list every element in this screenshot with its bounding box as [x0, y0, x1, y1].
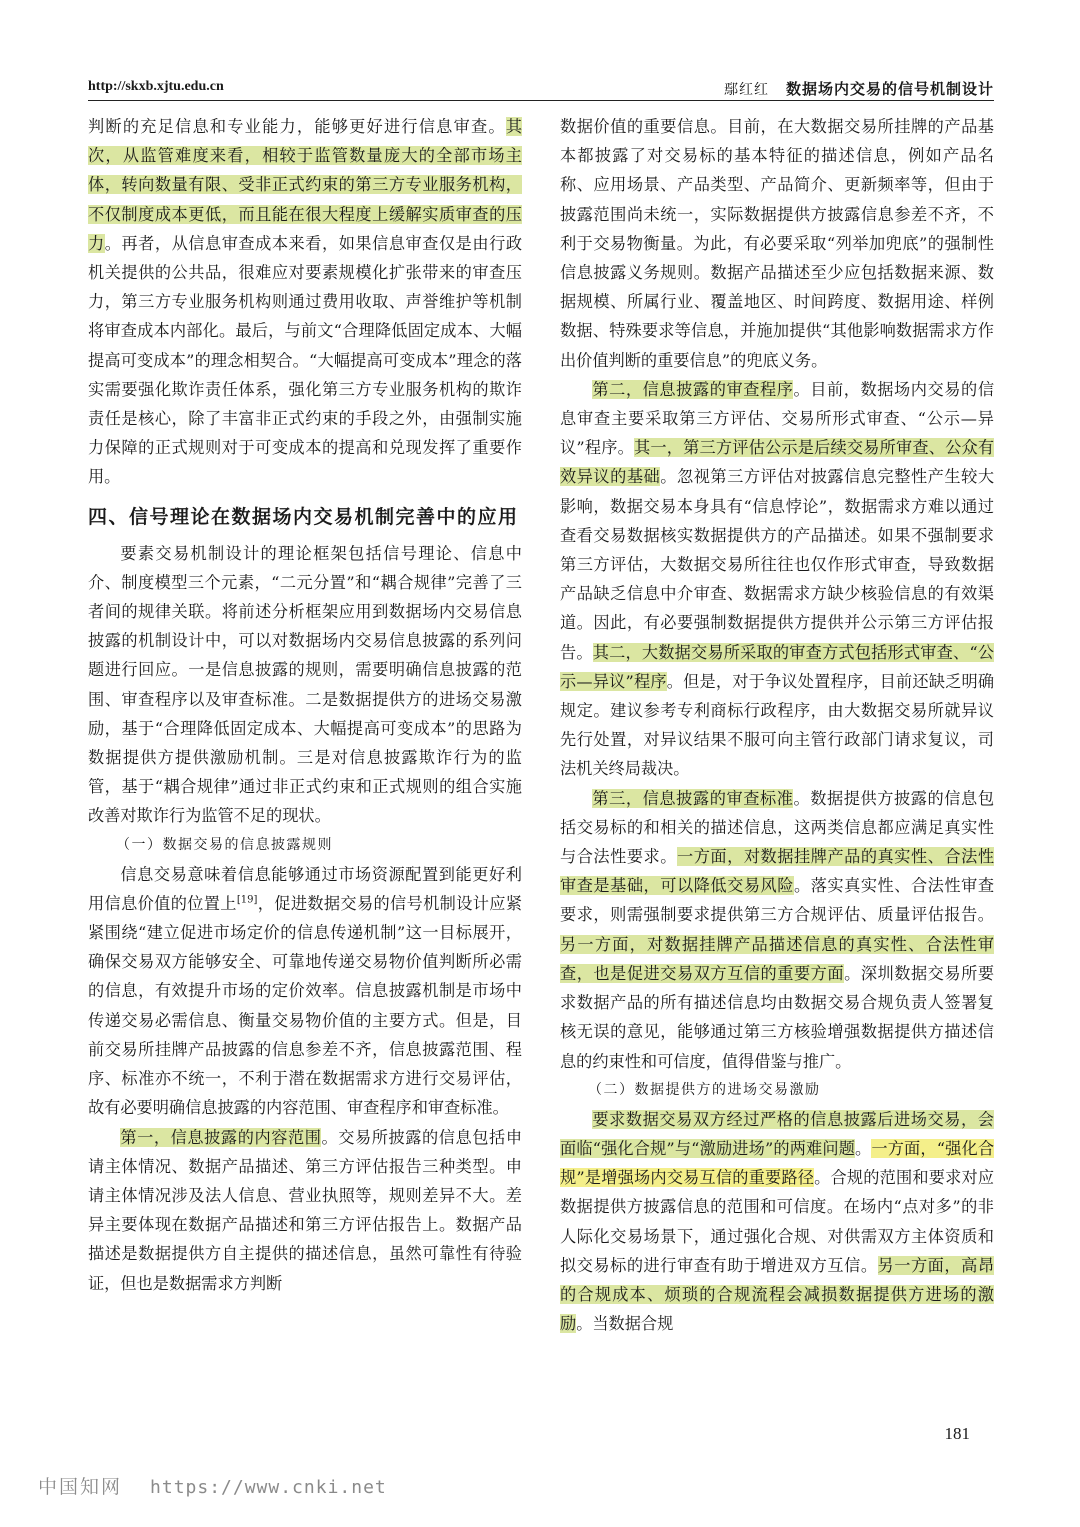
highlighted-text: 一方面，“强化合规”是增强场内交易互信的重要路径	[560, 1138, 995, 1188]
subsection-heading: （一）数据交易的信息披露规则	[116, 836, 333, 853]
highlighted-text: 第一，信息披露的内容范围	[120, 1127, 322, 1147]
text-run: 。数据提供方披露的信息包括交易标的和相关的描述信息，这两类信息都应满足真实性与合法性要求。	[560, 788, 995, 867]
subsection-heading: （二）数据提供方的进场交易激励	[588, 1081, 821, 1098]
right-paragraph-4	[560, 1105, 994, 1339]
running-header	[88, 78, 994, 101]
text-run: 。合规的范围和要求对应数据提供方披露信息的范围和可信度。在场内“点对多”的非人际化交易场景下，通过强化合规、对供需双方主体资质和拟交易标的进行审查有助于增进双方互信。	[560, 1168, 995, 1275]
text-run: 。忽视第三方评估对披露信息完整性产生较大影响，数据交易本身具有“信息悖论”，数据需求方难以通过查看交易数据核实数据提供方的产品描述。如果不强制要求第三方评估，大数据交易所往往也仅作形式审查，导致数据产品缺乏信息中介审查、数据需求方缺少核验信息的有效渠道。因此，有必要强制数据提供方提供并公示第三方评估报告。	[560, 467, 995, 662]
section-heading: 四、信号理论在数据场内交易机制完善中的应用	[88, 505, 519, 528]
text-run: 。	[855, 1138, 872, 1158]
highlighted-text: 一方面，对数据挂牌产品的真实性、合法性审查是基础，可以降低交易风险	[560, 847, 995, 896]
right-paragraph-2	[560, 375, 994, 784]
text-run: 。落实真实性、合法性审查要求，则需强制要求提供第三方合规评估、质量评估报告。	[560, 876, 995, 925]
left-paragraph-2: 要素交易机制设计的理论框架包括信号理论、信息中介、制度模型三个元素，“二元分置”和“耦合规律”完善了三者间的规律关联。将前述分析框架应用到数据场内交易信息披露的机制设计中，可以对数据场内交易信息披露的系列问题进行回应。一是信息披露的规则，需要明确信息披露的范围、审查程序以及审查标准。二是数据提供方的进场交易激励，基于“合理降低固定成本、大幅提高可变成本”的思路为数据提供方提供激励机制。三是对信息披露欺诈行为的监管，基于“耦合规律”通过非正式约束和正式规则的组合实施改善对欺诈行为监管不足的现状。	[88, 543, 522, 826]
highlighted-text: 第二，信息披露的审查程序	[592, 379, 794, 399]
header-title: 数据场内交易的信号机制设计	[785, 80, 994, 98]
left-paragraph-3	[88, 860, 522, 1123]
left-paragraph-4	[88, 1123, 522, 1298]
cnki-watermark	[38, 1472, 387, 1499]
page-number: 181	[944, 1424, 970, 1443]
left-column	[88, 112, 522, 1298]
text-run: 判断的充足信息和专业能力，能够更好进行信息审查。	[88, 117, 506, 136]
highlighted-text: 第三，信息披露的审查标准	[592, 788, 794, 808]
left-paragraph-1	[88, 112, 522, 492]
highlighted-text: 其次，从监管难度来看，相较于监管数量庞大的全部市场主体，转向数量有限、受非正式约束的第三方专业服务机构，不仅制度成本更低，而且能在很大程度上缓解实质审查的压力	[88, 117, 522, 253]
watermark-url: https://www.cnki.net	[150, 1477, 387, 1498]
text-run: ，促进数据交易的信号机制设计应紧紧围绕“建立促进市场定价的信息传递机制”这一目标展开，确保交易双方能够安全、可靠地传递交易物价值判断所必需的信息，有效提升市场的定价效率。信息披露机制是市场中传递交易必需信息、衡量交易物价值的主要方式。但是，目前交易所挂牌产品披露的信息参差不齐，信息披露范围、程序、标准亦不统一，不利于潜在数据需求方进行交易评估，故有必要明确信息披露的内容范围、审查程序和审查标准。	[88, 893, 523, 1118]
highlighted-text: 另一方面，对数据挂牌产品描述信息的真实性、合法性审查，也是促进交易双方互信的重要方面	[560, 934, 994, 983]
journal-url[interactable]: http://skxb.xjtu.edu.cn	[88, 79, 224, 94]
text-run: 。但是，对于争议处置程序，目前还缺乏明确规定。建议参考专利商标行政程序，由大数据交易所就异议先行处置，对异议结果不服可向主管行政部门请求复议，司法机关终局裁决。	[560, 671, 995, 779]
text-run: 。当数据合规	[576, 1314, 674, 1334]
text-run: 信息交易意味着信息能够通过市场资源配置到能更好利用信息价值的位置上	[88, 864, 522, 913]
highlighted-text: 其二，大数据交易所采取的审查方式包括形式审查、“公示—异议”程序	[560, 642, 994, 691]
citation-ref[interactable]: [19]	[236, 894, 258, 906]
text-run: 。交易所披露的信息包括申请主体情况、数据产品描述、第三方评估报告三种类型。申请主体情况涉及法人信息、营业执照等，规则差异不大。差异主要体现在数据产品描述和第三方评估报告上。数据产品描述是数据提供方自主提供的描述信息，虽然可靠性有待验证，但也是数据需求方判断	[88, 1127, 523, 1293]
watermark-brand: 中国知网	[38, 1476, 123, 1498]
text-run: 。目前，数据场内交易的信息审查主要采取第三方评估、交易所形式审查、“公示—异议”程序。	[560, 379, 995, 458]
text-run: 。再者，从信息审查成本来看，如果信息审查仅是由行政机关提供的公共品，很难应对要素规模化扩张带来的审查压力，第三方专业服务机构则通过费用收取、声誉维护等机制将审查成本内部化。最后，与前文“合理降低固定成本、大幅提高可变成本”的理念相契合。“大幅提高可变成本”理念的落实需要强化欺诈责任体系，强化第三方专业服务机构的欺诈责任是核心，除了丰富非正式约束的手段之外，由强制实施力保障的正式规则对于可变成本的提高和兑现发挥了重要作用。	[88, 233, 523, 487]
highlighted-text: 要求数据交易双方经过严格的信息披露后进场交易，会面临“强化合规”与“激励进场”的两难问题	[560, 1109, 994, 1158]
right-paragraph-3	[560, 784, 994, 1076]
text-run: 。深圳数据交易所要求数据产品的所有描述信息均由数据交易合规负责人签署复核无误的意见，能够通过第三方核验增强数据提供方描述信息的约束性和可信度，值得借鉴与推广。	[560, 963, 995, 1071]
right-paragraph-1: 数据价值的重要信息。目前，在大数据交易所挂牌的产品基本都披露了对交易标的基本特征的描述信息，例如产品名称、应用场景、产品类型、产品简介、更新频率等，但由于披露范围尚未统一，实际数据提供方披露信息参差不齐，不利于交易物衡量。为此，有必要采取“列举加兜底”的强制性信息披露义务规则。数据产品描述至少应包括数据来源、数据规模、所属行业、覆盖地区、时间跨度、数据用途、样例数据、特殊要求等信息，并施加提供“其他影响数据需求方作出价值判断的重要信息”的兜底义务。	[560, 117, 994, 370]
highlighted-text: 另一方面，高昂的合规成本、烦琐的合规流程会减损数据提供方进场的激励	[560, 1255, 995, 1334]
highlighted-text: 其一，第三方评估公示是后续交易所审查、公众有效异议的基础	[560, 438, 995, 487]
header-author: 鄢红红	[724, 82, 769, 98]
right-column	[560, 112, 994, 1338]
